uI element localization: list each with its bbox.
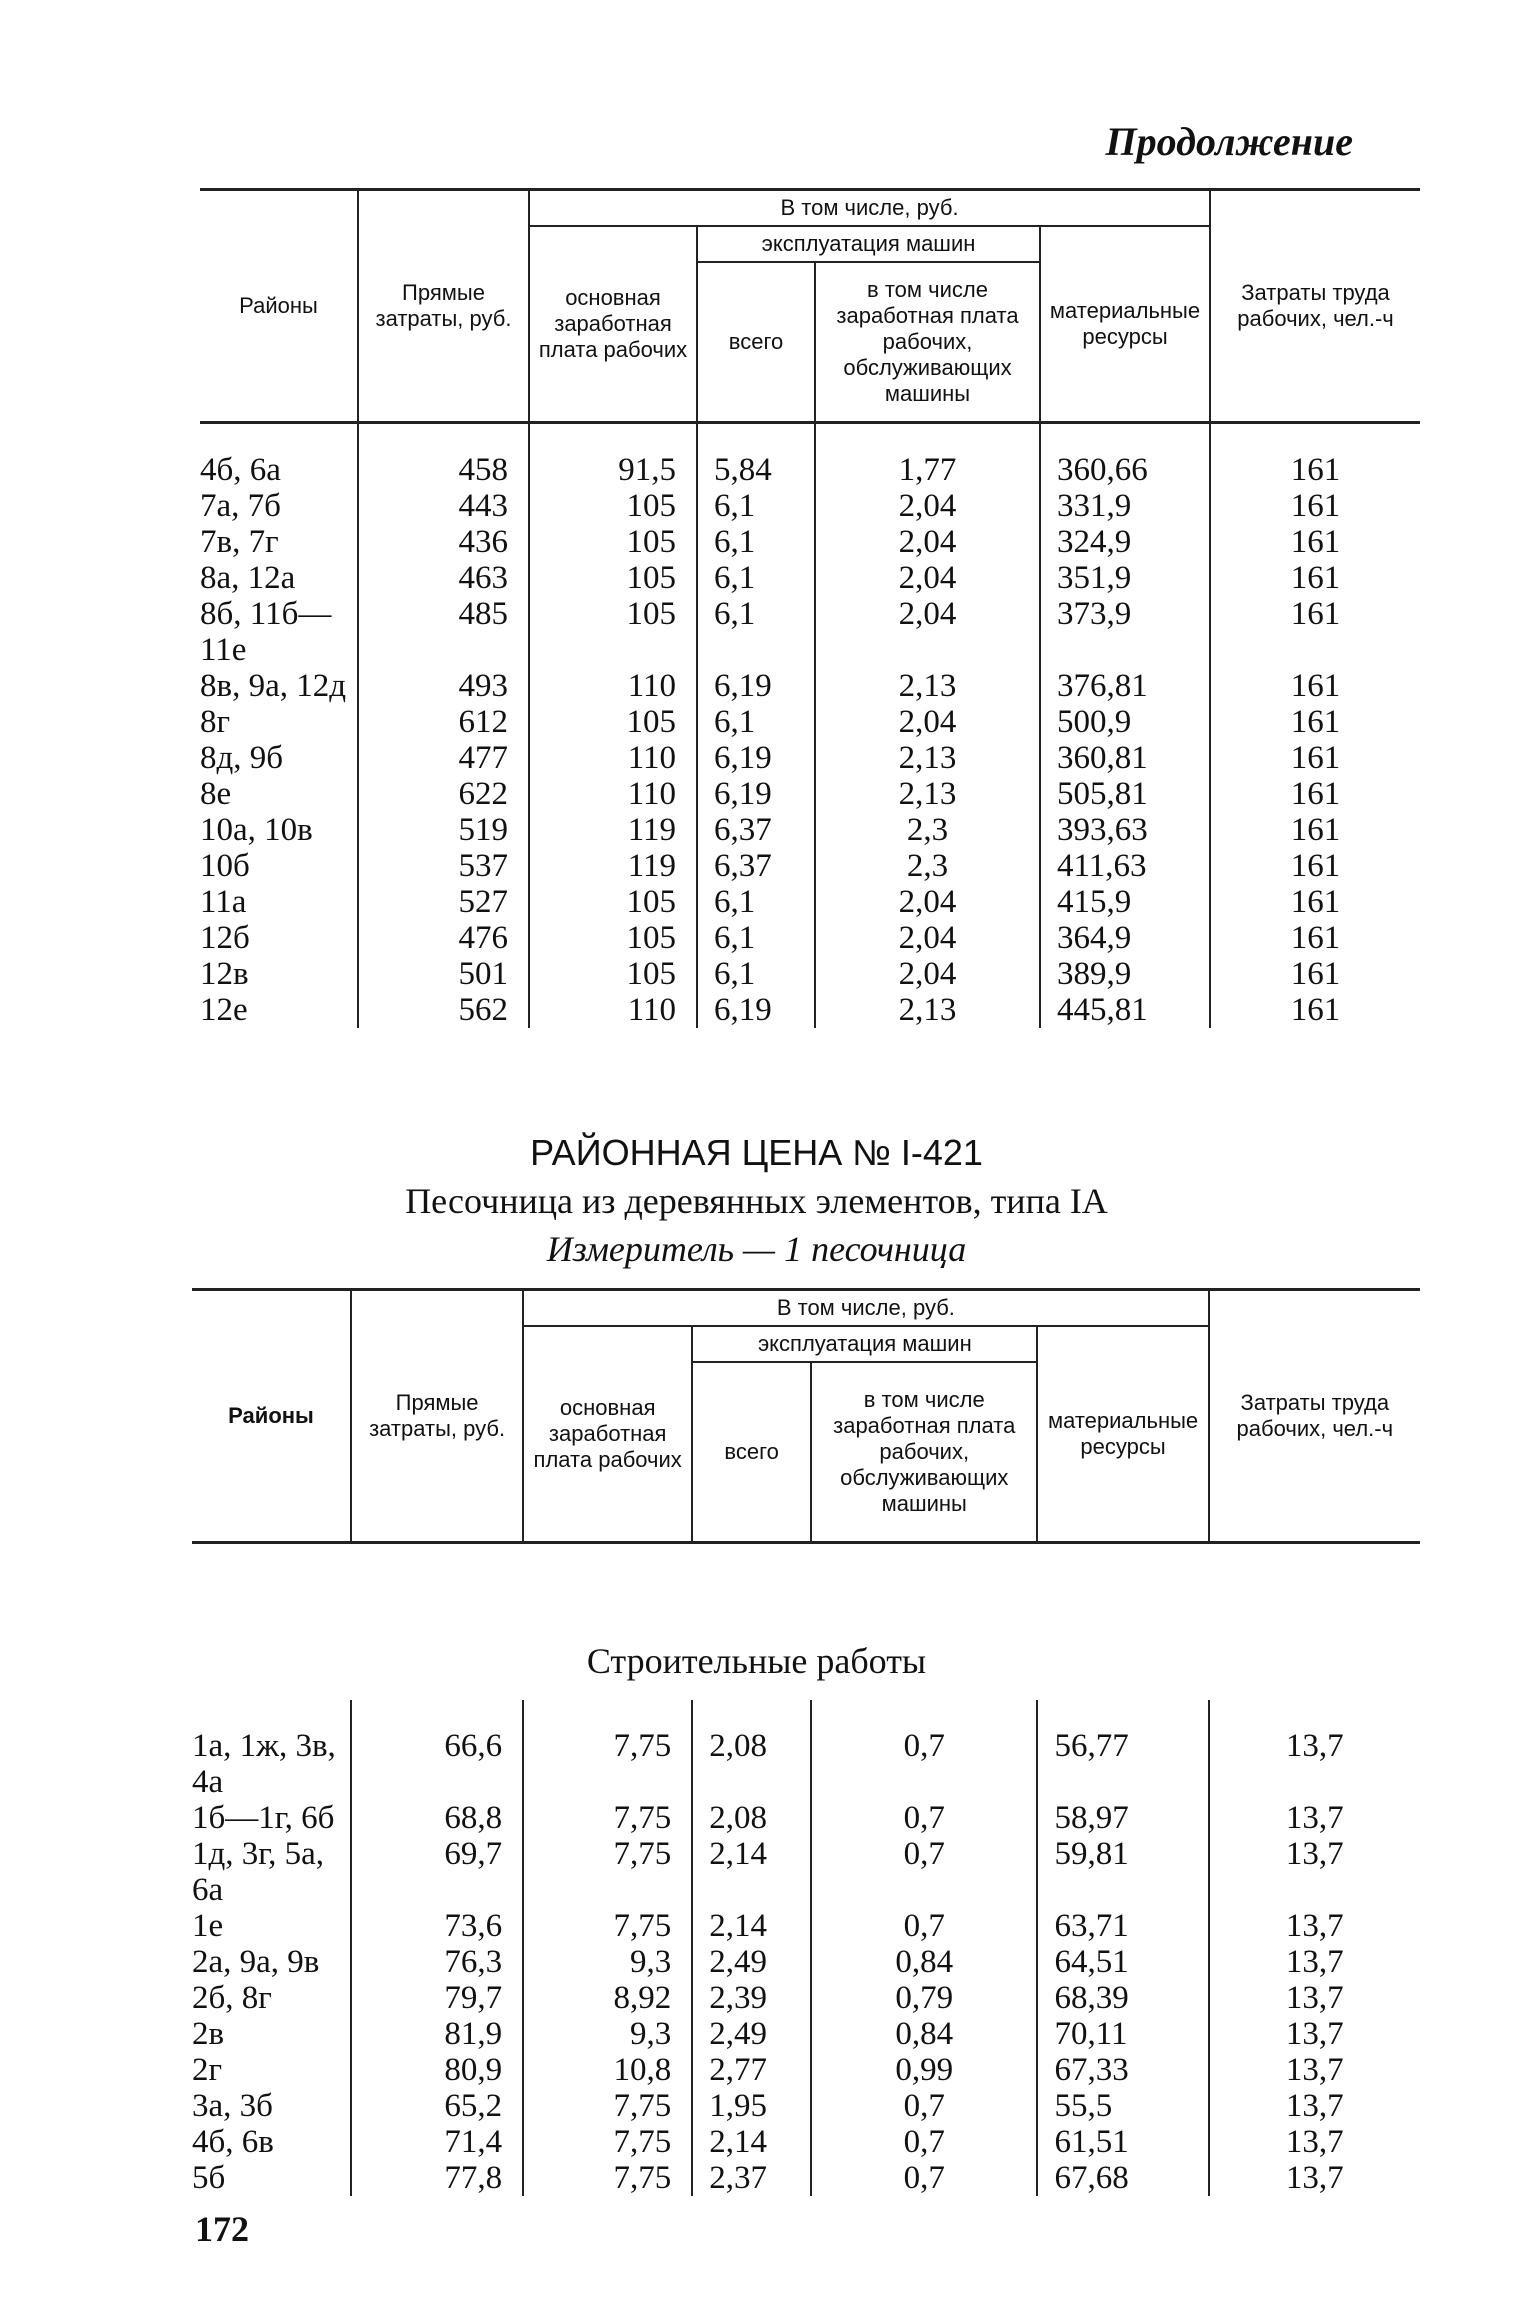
district-cell: 10б	[200, 848, 250, 884]
value-cell: 500,9	[1040, 704, 1210, 740]
table-row	[200, 920, 1420, 956]
value-cell: 65,2	[351, 2088, 523, 2124]
table-row	[192, 1944, 1420, 1980]
table-header	[200, 190, 1420, 423]
district-cell: 1д, 3г, 5а, 6а	[192, 1836, 324, 1908]
continued-label: Продолжение	[1105, 119, 1353, 164]
value-cell: 364,9	[1040, 920, 1210, 956]
total-header: всего	[697, 262, 815, 423]
value-cell: 161	[1210, 920, 1420, 956]
district-cell: 8д, 9б	[200, 740, 284, 776]
value-cell: 161	[1210, 560, 1420, 596]
value-cell: 161	[1210, 668, 1420, 704]
value-cell: 463	[358, 560, 529, 596]
value-cell: 360,66	[1040, 452, 1210, 488]
value-cell: 324,9	[1040, 524, 1210, 560]
value-cell: 110	[529, 992, 697, 1028]
district-cell: 1б—1г, 6б	[192, 1800, 335, 1836]
value-cell: 13,7	[1209, 1944, 1420, 1980]
value-cell: 6,19	[697, 740, 815, 776]
value-cell: 67,33	[1037, 2052, 1208, 2088]
value-cell: 6,1	[697, 596, 815, 668]
including-header: В том числе, руб.	[529, 190, 1210, 227]
table-row	[192, 2088, 1420, 2124]
value-cell: 80,9	[351, 2052, 523, 2088]
table-header	[192, 1290, 1420, 1543]
value-cell: 105	[529, 884, 697, 920]
district-cell: 12б	[200, 920, 250, 956]
value-cell: 161	[1210, 596, 1420, 668]
value-cell: 2,14	[692, 1836, 811, 1908]
value-cell: 105	[529, 596, 697, 668]
district-cell: 8б, 11б—11е	[200, 596, 332, 668]
section-title: Строительные работы	[586, 1641, 927, 1681]
table-row	[200, 596, 1420, 668]
district-cell: 11а	[200, 884, 247, 920]
value-cell: 393,63	[1040, 812, 1210, 848]
value-cell: 61,51	[1037, 2124, 1208, 2160]
table-row	[200, 884, 1420, 920]
value-cell: 2,13	[815, 776, 1040, 812]
value-cell: 2,49	[692, 2016, 811, 2052]
value-cell: 13,7	[1209, 2124, 1420, 2160]
value-cell: 67,68	[1037, 2160, 1208, 2196]
value-cell: 0,84	[811, 2016, 1037, 2052]
value-cell: 0,7	[811, 2160, 1037, 2196]
value-cell: 527	[358, 884, 529, 920]
table-row	[200, 668, 1420, 704]
value-cell: 6,19	[697, 776, 815, 812]
district-cell: 2а, 9а, 9в	[192, 1944, 320, 1980]
table-row	[200, 992, 1420, 1028]
value-cell: 2,08	[692, 1728, 811, 1800]
value-cell: 119	[529, 848, 697, 884]
value-cell: 9,3	[523, 1944, 692, 1980]
value-cell: 562	[358, 992, 529, 1028]
district-cell: 8г	[200, 704, 231, 740]
value-cell: 13,7	[1209, 1980, 1420, 2016]
value-cell: 79,7	[351, 1980, 523, 2016]
table-row	[200, 740, 1420, 776]
value-cell: 2,04	[815, 704, 1040, 740]
including-header: В том числе, руб.	[523, 1290, 1208, 1327]
labor-header: Затраты труда рабочих, чел.-ч	[1210, 190, 1420, 423]
machine-ops-header: эксплуатация машин	[697, 226, 1040, 262]
value-cell: 73,6	[351, 1908, 523, 1944]
value-cell: 71,4	[351, 2124, 523, 2160]
cost-table-sandbox	[192, 1288, 1420, 1544]
value-cell: 7,75	[523, 1728, 692, 1800]
value-cell: 0,7	[811, 1908, 1037, 1944]
labor-header: Затраты труда рабочих, чел.-ч	[1209, 1290, 1420, 1543]
value-cell: 476	[358, 920, 529, 956]
incl-wage-machines-header: в том числе заработная плата рабочих, обслуживающих машины	[811, 1362, 1037, 1543]
district-cell: 10а, 10в	[200, 812, 313, 848]
cost-table-sandbox-body	[192, 1700, 1420, 2196]
table-row	[200, 812, 1420, 848]
value-cell: 2,08	[692, 1800, 811, 1836]
value-cell: 411,63	[1040, 848, 1210, 884]
table-row	[192, 2124, 1420, 2160]
value-cell: 161	[1210, 452, 1420, 488]
district-cell: 8в, 9а, 12д	[200, 668, 347, 704]
value-cell: 373,9	[1040, 596, 1210, 668]
value-cell: 161	[1210, 884, 1420, 920]
incl-wage-machines-header: в том числе заработная плата рабочих, обслуживающих машины	[815, 262, 1040, 423]
value-cell: 445,81	[1040, 992, 1210, 1028]
value-cell: 56,77	[1037, 1728, 1208, 1800]
value-cell: 7,75	[523, 1800, 692, 1836]
materials-header: материальные ресурсы	[1040, 226, 1210, 423]
value-cell: 6,1	[697, 920, 815, 956]
district-cell: 8е	[200, 776, 232, 812]
district-cell: 1а, 1ж, 3в, 4а	[192, 1728, 336, 1800]
page-number: 172	[195, 2209, 249, 2249]
district-cell: 7а, 7б	[200, 488, 281, 524]
value-cell: 0,7	[811, 1800, 1037, 1836]
value-cell: 415,9	[1040, 884, 1210, 920]
value-cell: 105	[529, 920, 697, 956]
value-cell: 2,04	[815, 560, 1040, 596]
value-cell: 0,7	[811, 2088, 1037, 2124]
value-cell: 622	[358, 776, 529, 812]
table-row	[200, 848, 1420, 884]
district-cell: 7в, 7г	[200, 524, 279, 560]
value-cell: 360,81	[1040, 740, 1210, 776]
value-cell: 436	[358, 524, 529, 560]
direct-costs-header: Прямые затраты, руб.	[358, 190, 529, 423]
value-cell: 7,75	[523, 2124, 692, 2160]
table-row	[192, 2016, 1420, 2052]
value-cell: 351,9	[1040, 560, 1210, 596]
value-cell: 64,51	[1037, 1944, 1208, 1980]
value-cell: 2,04	[815, 956, 1040, 992]
value-cell: 7,75	[523, 1836, 692, 1908]
value-cell: 70,11	[1037, 2016, 1208, 2052]
value-cell: 2,14	[692, 1908, 811, 1944]
district-cell: 4б, 6в	[192, 2124, 274, 2160]
value-cell: 505,81	[1040, 776, 1210, 812]
price-measure: Измеритель — 1 песочница	[546, 1229, 967, 1269]
direct-costs-header: Прямые затраты, руб.	[351, 1290, 523, 1543]
value-cell: 119	[529, 812, 697, 848]
value-cell: 2,13	[815, 740, 1040, 776]
district-cell: 2г	[192, 2052, 223, 2088]
value-cell: 105	[529, 704, 697, 740]
value-cell: 105	[529, 488, 697, 524]
table-row	[200, 452, 1420, 488]
table-row	[192, 2160, 1420, 2196]
value-cell: 2,04	[815, 596, 1040, 668]
value-cell: 0,79	[811, 1980, 1037, 2016]
value-cell: 6,1	[697, 704, 815, 740]
value-cell: 161	[1210, 524, 1420, 560]
value-cell: 161	[1210, 992, 1420, 1028]
machine-ops-header: эксплуатация машин	[692, 1326, 1037, 1362]
district-cell: 3а, 3б	[192, 2088, 273, 2124]
value-cell: 0,7	[811, 2124, 1037, 2160]
value-cell: 537	[358, 848, 529, 884]
value-cell: 161	[1210, 956, 1420, 992]
value-cell: 6,1	[697, 956, 815, 992]
base-wage-header: основная заработная плата рабочих	[523, 1326, 692, 1543]
value-cell: 612	[358, 704, 529, 740]
value-cell: 13,7	[1209, 1800, 1420, 1836]
value-cell: 161	[1210, 704, 1420, 740]
value-cell: 110	[529, 740, 697, 776]
table-row	[192, 1908, 1420, 1944]
value-cell: 105	[529, 524, 697, 560]
district-cell: 2б, 8г	[192, 1980, 272, 2016]
value-cell: 55,5	[1037, 2088, 1208, 2124]
value-cell: 161	[1210, 740, 1420, 776]
value-cell: 13,7	[1209, 1908, 1420, 1944]
value-cell: 59,81	[1037, 1836, 1208, 1908]
value-cell: 13,7	[1209, 2052, 1420, 2088]
value-cell: 2,04	[815, 488, 1040, 524]
district-cell: 4б, 6а	[200, 452, 281, 488]
value-cell: 63,71	[1037, 1908, 1208, 1944]
value-cell: 76,3	[351, 1944, 523, 1980]
value-cell: 13,7	[1209, 1836, 1420, 1908]
value-cell: 6,1	[697, 488, 815, 524]
value-cell: 7,75	[523, 2160, 692, 2196]
table-row	[200, 956, 1420, 992]
value-cell: 2,04	[815, 884, 1040, 920]
value-cell: 13,7	[1209, 2160, 1420, 2196]
value-cell: 2,04	[815, 524, 1040, 560]
value-cell: 91,5	[529, 452, 697, 488]
value-cell: 10,8	[523, 2052, 692, 2088]
value-cell: 161	[1210, 776, 1420, 812]
value-cell: 6,37	[697, 848, 815, 884]
table-row	[200, 560, 1420, 596]
value-cell: 477	[358, 740, 529, 776]
value-cell: 0,7	[811, 1728, 1037, 1800]
districts-header: Районы	[228, 1403, 314, 1428]
value-cell: 161	[1210, 848, 1420, 884]
value-cell: 493	[358, 668, 529, 704]
value-cell: 7,75	[523, 1908, 692, 1944]
value-cell: 13,7	[1209, 2016, 1420, 2052]
value-cell: 81,9	[351, 2016, 523, 2052]
value-cell: 6,19	[697, 668, 815, 704]
value-cell: 0,7	[811, 1836, 1037, 1908]
table-body	[192, 1700, 1420, 2196]
value-cell: 2,3	[815, 812, 1040, 848]
table-row	[192, 2052, 1420, 2088]
table-row	[200, 704, 1420, 740]
value-cell: 2,04	[815, 920, 1040, 956]
materials-header: материальные ресурсы	[1037, 1326, 1208, 1543]
value-cell: 68,8	[351, 1800, 523, 1836]
price-title: РАЙОННАЯ ЦЕНА № I-421	[530, 1132, 983, 1173]
value-cell: 2,37	[692, 2160, 811, 2196]
table-row	[192, 1980, 1420, 2016]
value-cell: 68,39	[1037, 1980, 1208, 2016]
value-cell: 69,7	[351, 1836, 523, 1908]
value-cell: 1,77	[815, 452, 1040, 488]
value-cell: 8,92	[523, 1980, 692, 2016]
value-cell: 6,1	[697, 884, 815, 920]
value-cell: 2,77	[692, 2052, 811, 2088]
value-cell: 389,9	[1040, 956, 1210, 992]
value-cell: 13,7	[1209, 2088, 1420, 2124]
table-row	[192, 1800, 1420, 1836]
value-cell: 2,3	[815, 848, 1040, 884]
district-cell: 1е	[192, 1908, 224, 1944]
value-cell: 458	[358, 452, 529, 488]
value-cell: 2,39	[692, 1980, 811, 2016]
value-cell: 105	[529, 956, 697, 992]
value-cell: 13,7	[1209, 1728, 1420, 1800]
value-cell: 519	[358, 812, 529, 848]
value-cell: 105	[529, 560, 697, 596]
table-row	[192, 1836, 1420, 1908]
value-cell: 6,19	[697, 992, 815, 1028]
value-cell: 58,97	[1037, 1800, 1208, 1836]
base-wage-header: основная заработная плата рабочих	[529, 226, 697, 423]
district-cell: 8а, 12а	[200, 560, 296, 596]
value-cell: 1,95	[692, 2088, 811, 2124]
value-cell: 110	[529, 668, 697, 704]
value-cell: 0,99	[811, 2052, 1037, 2088]
table-row	[200, 776, 1420, 812]
value-cell: 2,13	[815, 992, 1040, 1028]
table-row	[200, 488, 1420, 524]
value-cell: 331,9	[1040, 488, 1210, 524]
district-cell: 12е	[200, 992, 248, 1028]
value-cell: 110	[529, 776, 697, 812]
value-cell: 2,14	[692, 2124, 811, 2160]
table-row	[192, 1728, 1420, 1800]
value-cell: 485	[358, 596, 529, 668]
value-cell: 0,84	[811, 1944, 1037, 1980]
value-cell: 6,37	[697, 812, 815, 848]
value-cell: 501	[358, 956, 529, 992]
cost-table-continued	[200, 188, 1420, 1028]
districts-header: Районы	[239, 293, 318, 318]
district-cell: 12в	[200, 956, 249, 992]
value-cell: 443	[358, 488, 529, 524]
price-subtitle: Песочница из деревянных элементов, типа IA	[405, 1181, 1108, 1221]
table-body	[200, 423, 1420, 1029]
total-header: всего	[692, 1362, 811, 1543]
value-cell: 6,1	[697, 524, 815, 560]
value-cell: 376,81	[1040, 668, 1210, 704]
value-cell: 2,13	[815, 668, 1040, 704]
district-cell: 2в	[192, 2016, 225, 2052]
table-row	[200, 524, 1420, 560]
value-cell: 6,1	[697, 560, 815, 596]
district-cell: 5б	[192, 2160, 226, 2196]
value-cell: 7,75	[523, 2088, 692, 2124]
value-cell: 5,84	[697, 452, 815, 488]
value-cell: 161	[1210, 812, 1420, 848]
value-cell: 77,8	[351, 2160, 523, 2196]
value-cell: 66,6	[351, 1728, 523, 1800]
value-cell: 161	[1210, 488, 1420, 524]
value-cell: 2,49	[692, 1944, 811, 1980]
value-cell: 9,3	[523, 2016, 692, 2052]
